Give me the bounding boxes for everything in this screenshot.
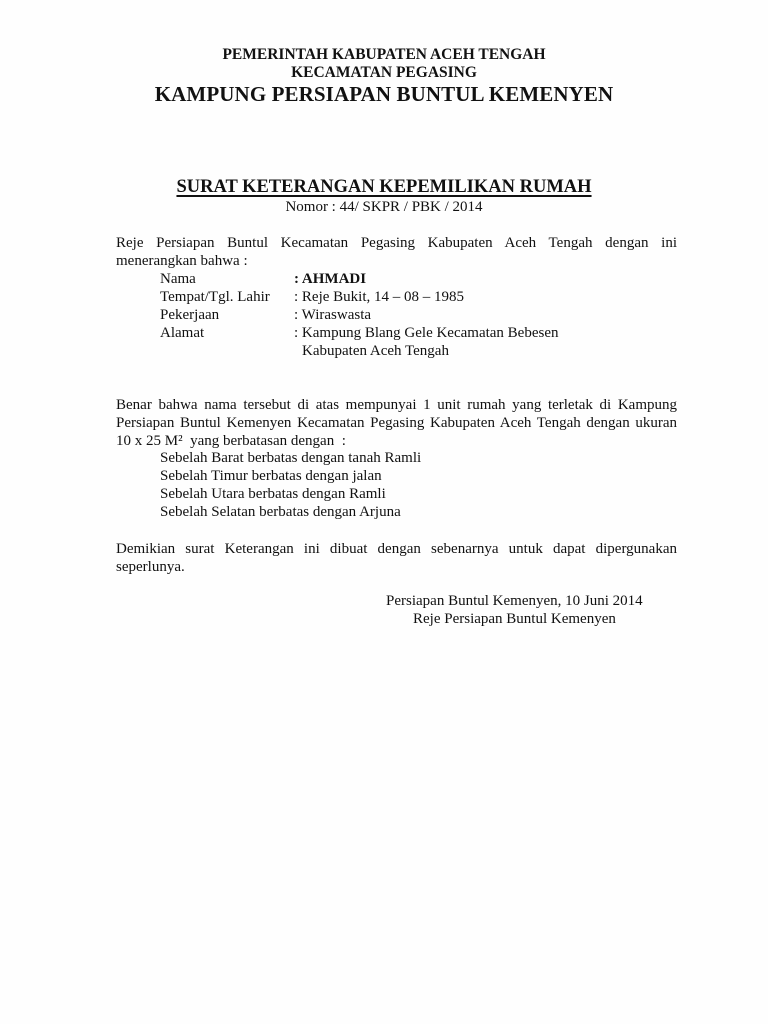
closing-line-2: seperlunya. [116,559,185,576]
document-number: Nomor : 44/ SKPR / PBK / 2014 [285,199,483,215]
intro-line-2: menerangkan bahwa : [116,253,248,270]
statement-line-3: 10 x 25 M² yang berbatasan dengan : [116,433,346,450]
field-value-occupation: : Wiraswasta [294,307,372,323]
border-north: Sebelah Utara berbatas dengan Ramli [160,486,386,502]
letterhead-village: KAMPUNG PERSIAPAN BUNTUL KEMENYEN [154,82,614,106]
statement-line-2: Persiapan Buntul Kemenyen Kecamatan Pegasing Kabupaten Aceh Tengah dengan ukuran [116,415,677,432]
document-title-text: SURAT KETERANGAN KEPEMILIKAN RUMAH [176,177,592,197]
closing-line-1: Demikian surat Keterangan ini dibuat dengan sebenarnya untuk dapat dipergunakan [116,541,677,557]
border-south: Sebelah Selatan berbatas dengan Arjuna [160,504,401,520]
signature-title: Reje Persiapan Buntul Kemenyen [413,611,616,627]
intro-paragraph [116,234,677,270]
field-label: Alamat [160,325,205,341]
signature-place-date: Persiapan Buntul Kemenyen, 10 Juni 2014 [386,593,643,609]
field-label: Pekerjaan [160,307,220,323]
border-west: Sebelah Barat berbatas dengan tanah Ramli [160,450,422,466]
letterhead-district: KECAMATAN PEGASING [291,64,477,81]
field-label: Tempat/Tgl. Lahir [160,289,270,305]
statement-line-1: Benar bahwa nama tersebut di atas mempunyai 1 unit rumah yang terletak di Kampung [116,397,677,413]
statement-paragraph [116,396,677,451]
field-value-name: : AHMADI [294,271,367,287]
letterhead-government: PEMERINTAH KABUPATEN ACEH TENGAH [222,46,546,63]
intro-line-1: Reje Persiapan Buntul Kecamatan Pegasing Kabupaten Aceh Tengah dengan ini [116,235,677,251]
field-label: Nama [160,271,196,287]
field-value-address: : Kampung Blang Gele Kecamatan Bebesen [294,325,559,341]
document-title [0,177,768,198]
border-east: Sebelah Timur berbatas dengan jalan [160,468,382,484]
field-value-address-cont: Kabupaten Aceh Tengah [302,343,449,359]
closing-paragraph [116,540,677,576]
field-value-birth: : Reje Bukit, 14 – 08 – 1985 [294,289,464,305]
